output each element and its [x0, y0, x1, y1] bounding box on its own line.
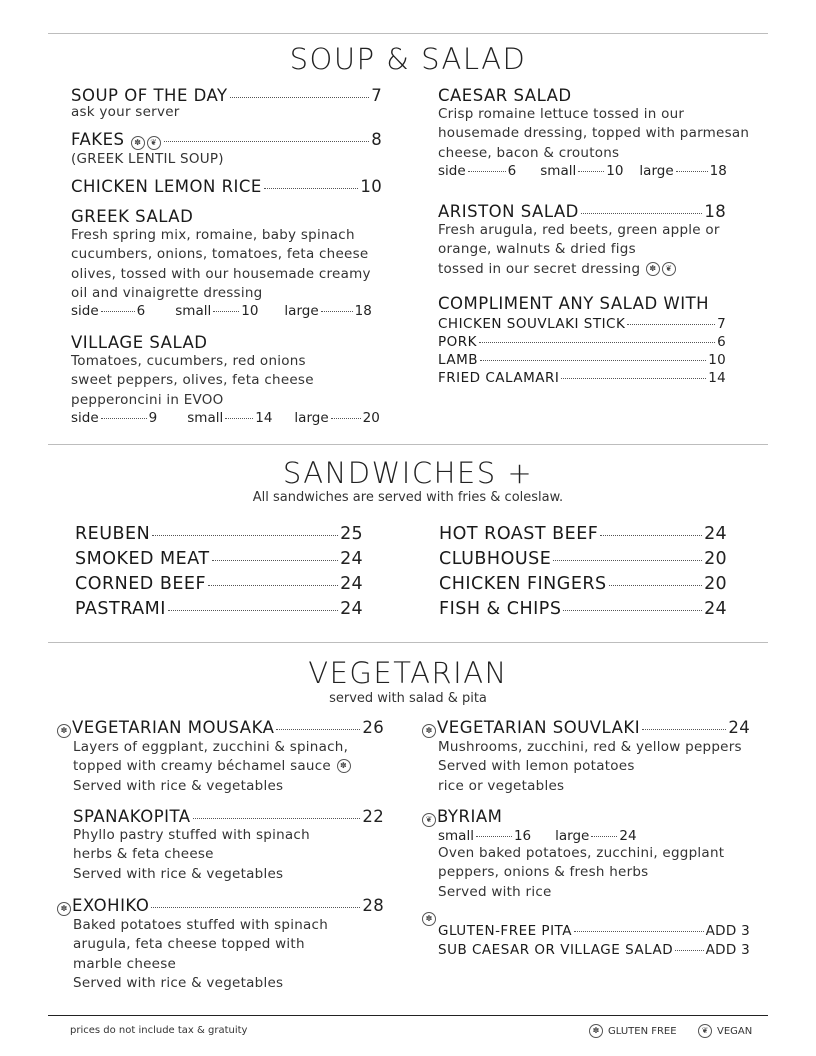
- item-description: [421, 738, 750, 796]
- dot-leader: [642, 729, 726, 730]
- wheat-icon: ✽: [337, 759, 351, 773]
- dot-leader: [479, 342, 715, 343]
- desc-line: arugula, feta cheese topped with: [73, 936, 305, 953]
- dot-leader: [627, 324, 715, 325]
- item-name: VEGETARIAN MOUSAKA: [72, 718, 275, 737]
- desc-line: Served with lemon potatoes: [438, 758, 635, 775]
- addon-name: GLUTEN-FREE PITA: [438, 923, 572, 939]
- item-name: HOT ROAST BEEF: [439, 524, 599, 544]
- menu-item-compliment-salad: [438, 294, 726, 386]
- menu-item: [439, 549, 727, 569]
- size-price: 10: [606, 162, 624, 179]
- section-subtitle-sandwiches: All sandwiches are served with fries & coleslaw.: [252, 490, 564, 505]
- size-price: 6: [507, 162, 517, 179]
- menu-item: [75, 599, 363, 619]
- desc-line: olives, tossed with our housemade creamy: [71, 265, 371, 282]
- desc-line: Oven baked potatoes, zucchini, eggplant: [438, 845, 725, 861]
- desc-line: [73, 757, 384, 776]
- leaf-icon: ❦: [147, 136, 161, 150]
- desc-text: tossed in our secret dressing: [438, 260, 641, 277]
- menu-item-vegetarian-mousaka: [56, 718, 384, 796]
- addon-name: SUB CAESAR OR VILLAGE SALAD: [438, 942, 674, 958]
- desc-line: Tomatoes, cucumbers, red onions: [71, 353, 306, 369]
- wheat-icon: ✽: [646, 262, 660, 276]
- size-label: side: [438, 162, 466, 179]
- item-name: COMPLIMENT ANY SALAD WITH: [438, 294, 710, 313]
- top-rule: [48, 33, 768, 34]
- desc-line: orange, walnuts & dried figs: [438, 241, 636, 258]
- legend-vegan: [697, 1024, 752, 1038]
- menu-item: [75, 574, 363, 594]
- item-name: VILLAGE SALAD: [71, 333, 208, 352]
- size-label: large: [284, 303, 319, 320]
- item-description: [56, 738, 384, 796]
- item-price: 7: [371, 86, 382, 105]
- item-price: 20: [704, 574, 727, 594]
- desc-line: herbs & feta cheese: [73, 846, 214, 863]
- item-name: FISH & CHIPS: [439, 599, 562, 619]
- size-options: [71, 303, 382, 319]
- desc-line: Fresh spring mix, romaine, baby spinach: [71, 227, 355, 243]
- menu-item-fakes: [71, 130, 382, 168]
- addon-name: FRIED CALAMARI: [438, 370, 560, 386]
- item-name: REUBEN: [75, 524, 151, 544]
- size-label: side: [71, 409, 99, 426]
- dot-leader: [600, 535, 702, 536]
- desc-line: Layers of eggplant, zucchini & spinach,: [73, 739, 349, 755]
- item-price: 10: [360, 177, 382, 196]
- item-name: SOUP OF THE DAY: [71, 86, 228, 105]
- item-price: 24: [340, 574, 363, 594]
- item-description: [71, 226, 382, 303]
- sandwich-list-right: [439, 524, 727, 619]
- desc-line: pepperoncini in EVOO: [71, 391, 224, 408]
- desc-text: topped with creamy béchamel sauce: [73, 758, 331, 775]
- item-price: 22: [362, 807, 384, 826]
- item-description: ask your server: [71, 104, 180, 120]
- menu-item: [439, 524, 727, 544]
- addon-row: [438, 923, 750, 939]
- menu-item-village-salad: [71, 333, 382, 426]
- section-title-sandwiches: SANDWICHES +: [282, 456, 534, 490]
- divider: [48, 444, 768, 445]
- dot-leader: [193, 818, 361, 819]
- desc-line: Phyllo pastry stuffed with spinach: [73, 827, 310, 843]
- dot-leader: [321, 311, 353, 312]
- addon-name: LAMB: [438, 352, 478, 368]
- legend-gluten-free: [588, 1024, 677, 1038]
- desc-line: oil and vinaigrette dressing: [71, 284, 263, 301]
- item-name: CHICKEN FINGERS: [439, 574, 607, 594]
- addon-row: [438, 942, 750, 958]
- item-price: 28: [362, 896, 384, 915]
- menu-item-spanakopita: [73, 807, 384, 884]
- desc-line: Fresh arugula, red beets, green apple or: [438, 222, 720, 238]
- size-label: side: [71, 303, 99, 320]
- item-name: VEGETARIAN SOUVLAKI: [437, 718, 641, 737]
- desc-line: Served with rice & vegetables: [73, 974, 284, 991]
- dot-leader: [676, 171, 708, 172]
- dot-leader: [230, 97, 370, 98]
- item-name: PASTRAMI: [75, 599, 166, 619]
- dot-leader: [151, 907, 360, 908]
- size-label: small: [175, 303, 212, 320]
- menu-item-soup-of-the-day: [71, 86, 382, 119]
- leaf-icon: ❦: [422, 813, 436, 827]
- menu-item-caesar-salad: [438, 86, 754, 179]
- dot-leader: [164, 141, 370, 142]
- dot-leader: [480, 360, 706, 361]
- menu-item-byriam: [421, 807, 750, 902]
- menu-item: [439, 599, 727, 619]
- addon-row: [438, 316, 726, 332]
- item-name: FAKES: [71, 130, 125, 149]
- dot-leader: [574, 931, 704, 932]
- dot-leader: [591, 836, 617, 837]
- addon-price: 10: [708, 352, 726, 368]
- item-description: [421, 844, 750, 902]
- addon-price: 14: [708, 370, 726, 386]
- wheat-icon: ✽: [422, 724, 436, 738]
- dot-leader: [561, 378, 706, 379]
- wheat-icon: ✽: [57, 902, 71, 916]
- item-name: GREEK SALAD: [71, 207, 194, 226]
- desc-line: Mushrooms, zucchini, red & yellow peppers: [438, 739, 742, 755]
- legend-label: VEGAN: [717, 1025, 753, 1037]
- section-title-soup-salad: SOUP & SALAD: [289, 42, 527, 76]
- menu-item: [75, 549, 363, 569]
- dot-leader: [208, 585, 338, 586]
- addon-name: CHICKEN SOUVLAKI STICK: [438, 316, 626, 332]
- item-name: EXOHIKO: [72, 896, 150, 915]
- dot-leader: [581, 213, 703, 214]
- item-price: 24: [340, 549, 363, 569]
- size-price: 9: [148, 409, 158, 426]
- menu-item: [75, 524, 363, 544]
- sandwich-list-left: [75, 524, 363, 619]
- footer-rule: [48, 1015, 768, 1016]
- wheat-icon: ✽: [131, 136, 145, 150]
- size-price: 10: [241, 303, 259, 320]
- dot-leader: [609, 585, 702, 586]
- addon-price: 6: [717, 334, 726, 350]
- desc-line: cheese, bacon & croutons: [438, 144, 620, 161]
- desc-line: marble cheese: [73, 955, 177, 972]
- size-label: large: [639, 162, 674, 179]
- desc-line: Served with rice & vegetables: [73, 777, 284, 794]
- menu-item-vegetarian-souvlaki: [421, 718, 750, 796]
- dot-leader: [213, 311, 239, 312]
- dot-leader: [101, 418, 147, 419]
- size-label: small: [187, 409, 224, 426]
- desc-line: cucumbers, onions, tomatoes, feta cheese: [71, 246, 369, 263]
- size-price: 6: [136, 303, 146, 320]
- size-label: large: [555, 828, 590, 844]
- size-price: 18: [354, 303, 372, 320]
- item-name: SPANAKOPITA: [73, 807, 191, 826]
- size-price: 24: [619, 828, 637, 844]
- item-price: 18: [704, 202, 726, 221]
- dot-leader: [276, 729, 360, 730]
- size-price: 18: [709, 162, 727, 179]
- leaf-icon: ❦: [698, 1024, 712, 1038]
- menu-item: [439, 574, 727, 594]
- dot-leader: [152, 535, 338, 536]
- wheat-icon: ✽: [57, 724, 71, 738]
- divider: [48, 642, 768, 643]
- dot-leader: [101, 311, 135, 312]
- addon-price: ADD 3: [705, 923, 750, 939]
- item-name: CHICKEN LEMON RICE: [71, 177, 262, 196]
- desc-line: sweet peppers, olives, feta cheese: [71, 372, 314, 389]
- desc-line: Served with rice: [438, 883, 552, 900]
- size-label: large: [294, 409, 329, 426]
- item-description: [73, 826, 384, 884]
- vegetarian-addons: [438, 923, 750, 958]
- menu-item-ariston-salad: [438, 202, 726, 279]
- item-name: BYRIAM: [437, 807, 503, 826]
- size-price: 14: [255, 409, 273, 426]
- size-options: [438, 163, 754, 179]
- section-title-vegetarian: VEGETARIAN: [308, 656, 508, 690]
- item-description: (GREEK LENTIL SOUP): [71, 151, 224, 167]
- addon-row: [438, 334, 726, 350]
- addon-price: 7: [717, 316, 726, 332]
- dot-leader: [578, 171, 604, 172]
- addon-row: [438, 352, 726, 368]
- item-price: 25: [340, 524, 363, 544]
- item-name: ARISTON SALAD: [438, 202, 579, 221]
- item-price: 26: [362, 718, 384, 737]
- item-description: [438, 105, 754, 163]
- item-name: CORNED BEEF: [75, 574, 207, 594]
- desc-line: [438, 260, 726, 279]
- dot-leader: [264, 188, 359, 189]
- wheat-icon: ✽: [589, 1024, 603, 1038]
- item-description: [56, 916, 384, 993]
- size-label: small: [540, 162, 577, 179]
- size-options: [421, 828, 750, 844]
- size-price: 20: [362, 409, 380, 426]
- size-price: 16: [513, 828, 532, 844]
- dot-leader: [212, 560, 339, 561]
- item-name: CLUBHOUSE: [439, 549, 552, 569]
- dot-leader: [675, 950, 704, 951]
- desc-line: Crisp romaine lettuce tossed in our: [438, 106, 685, 122]
- footer-note: prices do not include tax & gratuity: [70, 1025, 248, 1036]
- item-price: 24: [704, 524, 727, 544]
- item-name: SMOKED MEAT: [75, 549, 210, 569]
- desc-line: Baked potatoes stuffed with spinach: [73, 917, 329, 933]
- dot-leader: [331, 418, 361, 419]
- menu-item-exohiko: [56, 896, 384, 993]
- leaf-icon: ❦: [662, 262, 676, 276]
- dot-leader: [468, 171, 506, 172]
- addon-price: ADD 3: [705, 942, 750, 958]
- addon-row: [438, 370, 726, 386]
- item-description: [71, 352, 382, 410]
- menu-item-greek-salad: [71, 207, 382, 319]
- item-price: 24: [728, 718, 750, 737]
- dot-leader: [553, 560, 702, 561]
- desc-line: Served with rice & vegetables: [73, 865, 284, 882]
- size-options: [71, 410, 382, 426]
- item-price: 20: [704, 549, 727, 569]
- legend-label: GLUTEN FREE: [608, 1025, 677, 1037]
- item-price: 24: [704, 599, 727, 619]
- menu-item-chicken-lemon-rice: [71, 177, 382, 196]
- item-name: CAESAR SALAD: [438, 86, 572, 105]
- dot-leader: [476, 836, 512, 837]
- item-price: 8: [371, 130, 382, 149]
- dot-leader: [168, 610, 338, 611]
- addon-name: PORK: [438, 334, 477, 350]
- wheat-icon: ✽: [422, 912, 436, 926]
- item-price: 24: [340, 599, 363, 619]
- gluten-free-marker: [421, 908, 437, 927]
- desc-line: peppers, onions & fresh herbs: [438, 864, 649, 881]
- desc-line: rice or vegetables: [438, 777, 565, 794]
- item-description: [438, 221, 726, 279]
- dot-leader: [225, 418, 253, 419]
- desc-line: housemade dressing, topped with parmesan: [438, 125, 750, 142]
- size-label: small: [438, 828, 474, 844]
- dot-leader: [563, 610, 702, 611]
- section-subtitle-vegetarian: served with salad & pita: [329, 691, 487, 706]
